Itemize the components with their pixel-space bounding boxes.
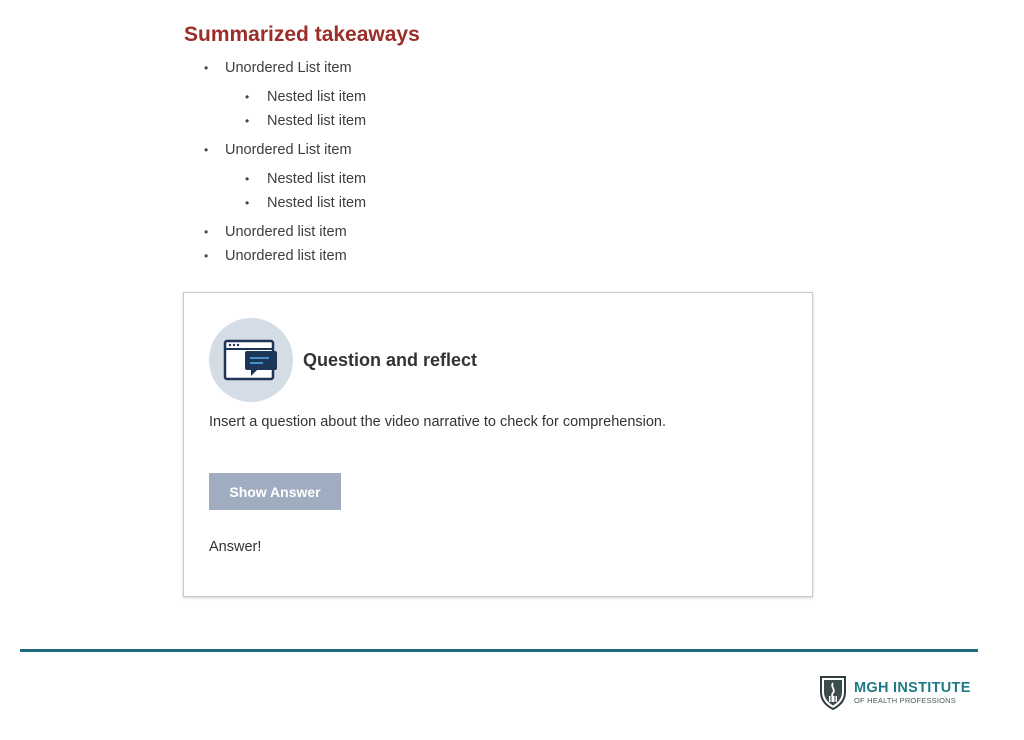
nested-list [225,169,816,213]
list-item-label: Unordered List item [225,60,352,76]
nested-list-item: • Nested list item [225,169,816,189]
list-item: • Unordered list item [184,246,816,266]
nested-list-item: • Nested list item [225,193,816,213]
footer-divider [20,649,978,652]
question-reflect-card [183,292,813,597]
list-item-label: Unordered List item [225,142,352,158]
nested-list [225,87,816,131]
institution-logo [818,674,971,710]
nested-list-item: • Nested list item [225,87,816,107]
show-answer-button[interactable]: Show Answer [209,473,341,510]
logo-subtitle: OF HEALTH PROFESSIONS [854,695,956,705]
shield-logo-icon [818,674,848,710]
list-item [184,140,816,213]
logo-name: MGH INSTITUTE [854,679,971,696]
takeaways-list [184,58,816,266]
section-title: Summarized takeaways [184,23,420,46]
list-item [184,58,816,131]
nested-list-item: • Nested list item [225,111,816,131]
card-header [209,318,477,402]
question-text: Insert a question about the video narrative to check for comprehension. [209,414,667,430]
answer-text: Answer! [209,539,262,555]
takeaways-section [184,22,816,270]
card-title: Question and reflect [303,349,478,370]
logo-text [854,680,971,705]
list-item: • Unordered list item [184,222,816,242]
browser-chat-icon [209,318,293,402]
